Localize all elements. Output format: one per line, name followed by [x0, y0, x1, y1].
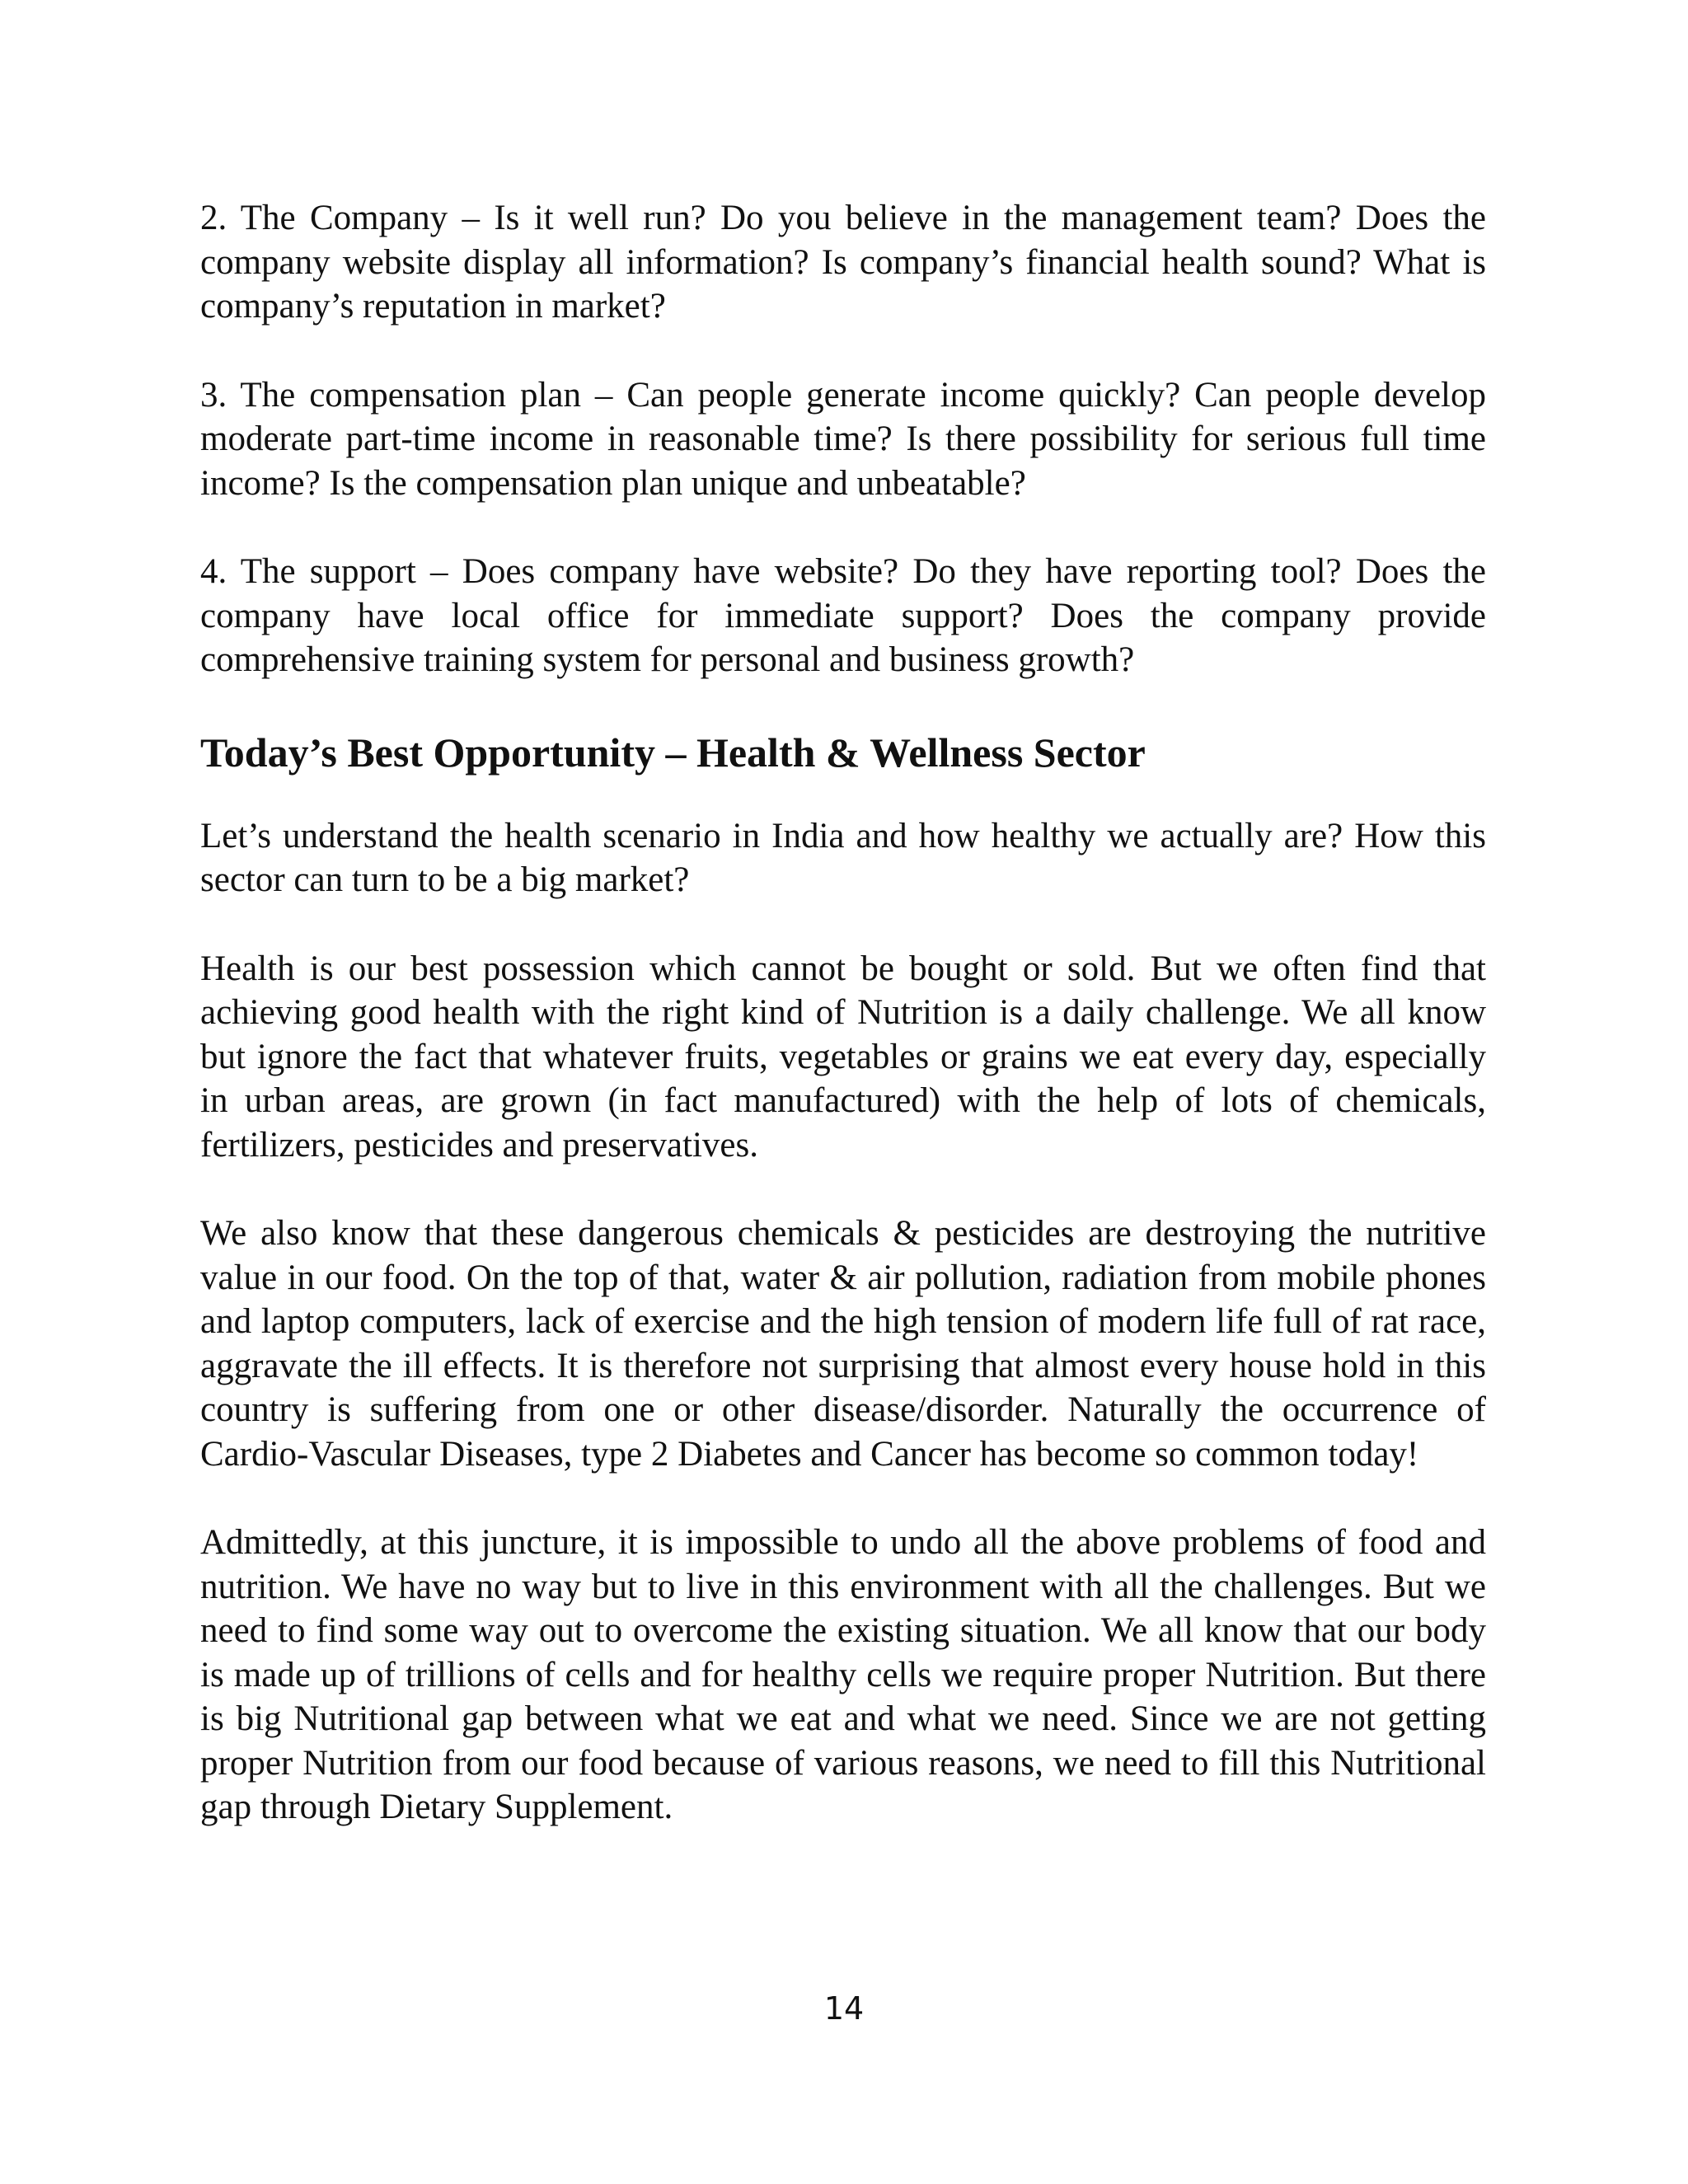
page-content — [200, 196, 1486, 1830]
paragraph-health-possession: Health is our best possession which cannot be bought or sold. But we often find that achieving good health with the right kind of Nutrition is a daily challenge. We all know but ignore the fact that whatever fruits, vegetables or grains we eat every day, especially in urban areas, are grown (in fact manufactured) with the help of lots of chemicals, fertilizers, pesticides and preservatives. — [200, 949, 1486, 1165]
paragraph-chemicals-pesticides: We also know that these dangerous chemicals & pesticides are destroying the nutritive value in our food. On the top of that, water & air pollution, radiation from mobile phones and laptop computers, lack of exercise and the high tension of modern life full of rat race, aggravate the ill effects. It is therefore not surprising that almost every house hold in this country is suffering from one or other disease/disorder. Naturally the occurrence of Cardio-Vascular Diseases, type 2 Diabetes and Cancer has become so common today! — [200, 1214, 1486, 1474]
paragraph-company: 2. The Company – Is it well run? Do you believe in the management team? Does the company website display all information? Is company’s financial health sound? What is company’s reputation in market? — [200, 199, 1486, 326]
paragraph-health-scenario: Let’s understand the health scenario in India and how healthy we actually are? How this sector can turn to be a big market? — [200, 816, 1486, 899]
paragraph-compensation-plan: 3. The compensation plan – Can people generate income quickly? Can people develop moderate part-time income in reasonable time? Is there possibility for serious full time income? Is the compensation plan unique and unbeatable? — [200, 375, 1486, 503]
paragraph-nutritional-gap: Admittedly, at this juncture, it is impossible to undo all the above problems of food and nutrition. We have no way but to live in this environment with all the challenges. But we need to find some way out to overcome the existing situation. We all know that our body is made up of trillions of cells and for healthy cells we require proper Nutrition. But there is big Nutritional gap between what we eat and what we need. Since we are not getting proper Nutrition from our food because of various reasons, we need to fill this Nutritional gap through Dietary Supplement. — [200, 1523, 1486, 1826]
section-heading: Today’s Best Opportunity – Health & Wellness Sector — [200, 729, 1146, 776]
paragraph-support: 4. The support – Does company have website? Do they have reporting tool? Does the company have local office for immediate support? Does the company provide comprehensive training system for personal and business growth? — [200, 552, 1486, 679]
page-number: 14 — [823, 1990, 865, 2027]
